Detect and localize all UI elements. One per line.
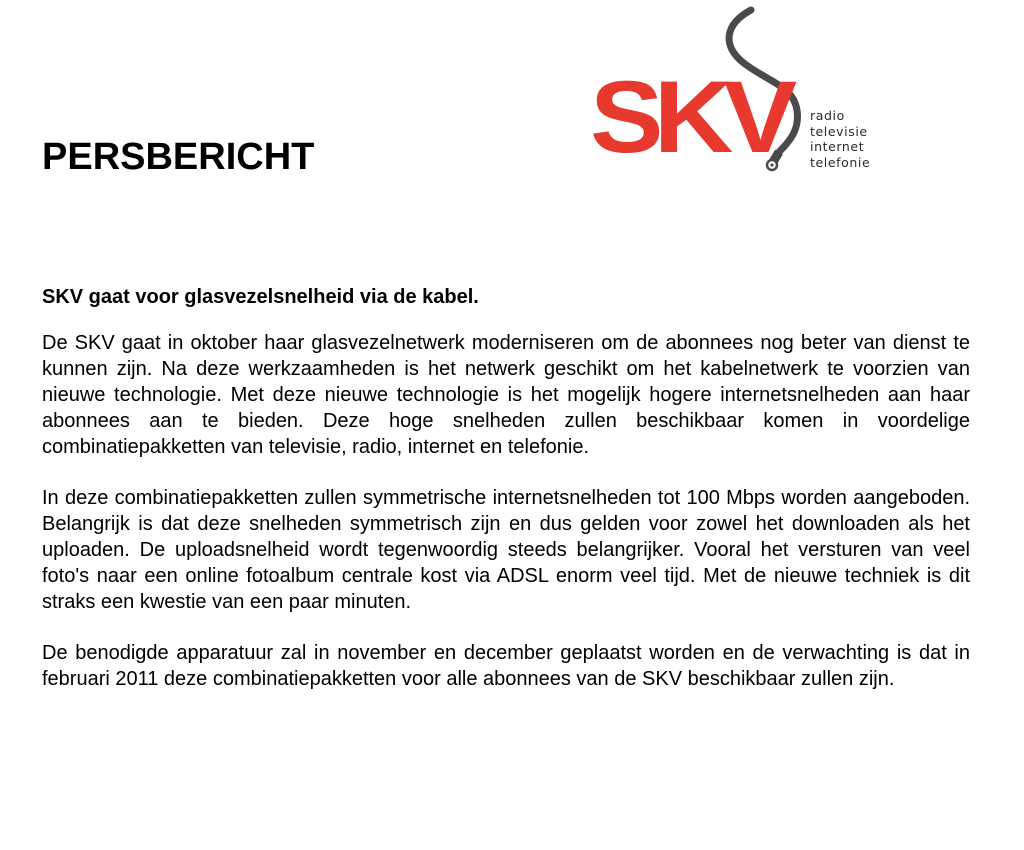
logo-wordmark: SKV (590, 60, 788, 174)
logo-tagline-item: televisie (810, 123, 868, 139)
paragraph: De SKV gaat in oktober haar glasvezelnetwerk moderniseren om de abonnees nog beter van dienst te kunnen zijn. Na deze werkzaamheden is het netwerk geschikt om het kabelnetwerk te voorzien van nieuwe technologie. Met deze nieuwe technologie is het mogelijk hogere internetsnelheden aan haar abonnees aan te bieden. Deze hoge snelheden zullen beschikbaar komen in voordelige combinatiepakketten van televisie, radio, internet en telefonie. (42, 332, 970, 458)
page-title: PERSBERICHT (42, 136, 315, 178)
logo-tagline (810, 108, 870, 170)
paragraph: De benodigde apparatuur zal in november en december geplaatst worden en de verwachting is dat in februari 2011 deze combinatiepakketten voor alle abonnees van de SKV beschikbaar zullen zijn. (42, 642, 970, 690)
logo-tagline-item: internet (810, 139, 865, 154)
headline: SKV gaat voor glasvezelsnelheid via de kabel. (42, 286, 479, 308)
skv-logo (585, 2, 885, 177)
logo-tagline-item: radio (810, 108, 845, 123)
press-release-body (42, 285, 970, 717)
logo-tagline-item: telefonie (810, 154, 871, 170)
paragraph: In deze combinatiepakketten zullen symmetrische internetsnelheden tot 100 Mbps worden aangeboden. Belangrijk is dat deze snelheden symmetrisch zijn en dus gelden voor zowel het downloaden als het uploaden. De uploadsnelheid wordt tegenwoordig steeds belangrijker. Vooral het versturen van veel foto's naar een online fotoalbum centrale kost via ADSL enorm veel tijd. Met de nieuwe techniek is dit straks een kwestie van een paar minuten. (42, 487, 970, 613)
